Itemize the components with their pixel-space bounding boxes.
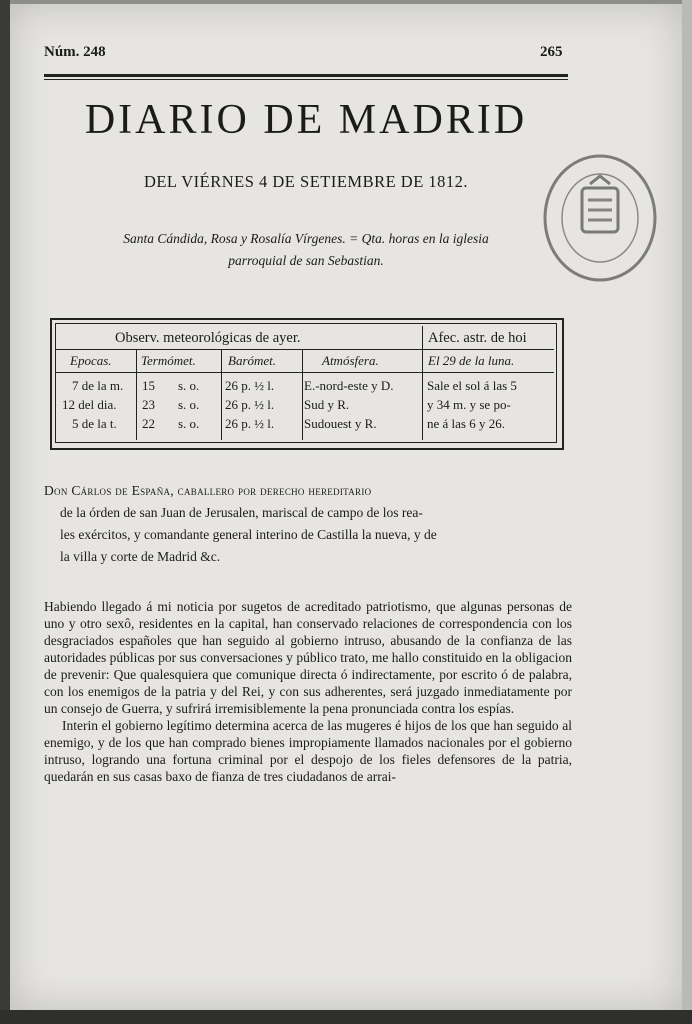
- proclamation-line-3: les exércitos, y comandante general interino de Castilla la nueva, y de: [60, 527, 437, 542]
- col-divider-2: [221, 349, 222, 440]
- proclamation-line-2: de la órden de san Juan de Jerusalen, mariscal de campo de los rea-: [60, 505, 423, 520]
- issue-date: DEL VIÉRNES 4 DE SETIEMBRE DE 1812.: [143, 172, 469, 191]
- row3-term-value: 22: [142, 416, 155, 431]
- col-divider-4: [422, 326, 423, 440]
- page-number: 265: [540, 44, 563, 60]
- scan-right-edge: [682, 0, 692, 1024]
- row2-atmosfera: Sud y R.: [304, 397, 350, 412]
- row1-term-value: 15: [142, 378, 155, 393]
- row1-term-unit: s. o.: [178, 378, 200, 393]
- proclamation-line-4: la villa y corte de Madrid &c.: [60, 549, 221, 564]
- saints-of-day: [40, 228, 572, 272]
- col-epocas: Epocas.: [70, 353, 112, 368]
- row1-astro: Sale el sol á las 5: [427, 378, 517, 393]
- row3-atmosfera: Sudouest y R.: [304, 416, 377, 431]
- col-atmosfera: Atmósfera.: [322, 353, 379, 368]
- row1-atmosfera: E.-nord-este y D.: [304, 378, 394, 393]
- row2-epoca: 12 del dia.: [62, 397, 117, 412]
- col-barometro: Barómet.: [228, 353, 277, 368]
- masthead-title: DIARIO DE MADRID: [84, 97, 528, 143]
- article-paragraph-2: Interin el gobierno legítimo determina acerca de las mugeres é hijos de los que han seguido al enemigo, y de los que han comprado bienes impropiamente llamados nacionales por el gobierno intruso, logrando una fortuna criminal por el despojo de los fieles defensores de la patria, quedarán en sus casas baxo de fianza de tres ciudadanos de arrai-: [44, 718, 572, 784]
- table-divider-top: [56, 349, 554, 350]
- scan-left-edge: [0, 0, 10, 1024]
- saints-line-1: Santa Cándida, Rosa y Rosalía Vírgenes. = Qta. horas en la iglesia: [123, 231, 489, 246]
- row2-astro: y 34 m. y se po-: [427, 397, 511, 412]
- row3-epoca: 5 de la t.: [72, 416, 117, 431]
- header-rule: [44, 74, 568, 77]
- row3-astro: ne á las 6 y 26.: [427, 416, 505, 431]
- col-divider-1: [136, 349, 137, 440]
- proclamation-heading: [44, 480, 572, 568]
- proclamation-line-1: Don Cárlos de España, caballero por derecho hereditario: [44, 483, 372, 498]
- weather-title: Observ. meteorológicas de ayer.: [115, 330, 301, 346]
- col-termometro: Termómet.: [141, 353, 196, 368]
- row2-barometro: 26 p. ½ l.: [225, 397, 275, 412]
- article-body: [44, 598, 572, 785]
- article-paragraph-1: Habiendo llegado á mi noticia por sugetos de acreditado patriotismo, que algunas personas de uno y otro sexô, residentes en la capital, han conservado relaciones de correspondencia con los desgraciados españoles que han seguido al gobierno intruso, abusando de la confianza de las autoridades públicas por sus conversaciones y público trato, me hallo constituido en la obligacion de prevenir: Que qualesquiera que comunique directa ó indirectamente, por escrito ó de palabra, con los enemigos de la patria y del Rei, y con sus adherentes, será juzgado inmediatamente por un consejo de Guerra, y sufrirá irremisiblemente la pena pronunciada contra los espías.: [44, 599, 572, 716]
- astro-title: Afec. astr. de hoi: [428, 330, 527, 346]
- row1-epoca: 7 de la m.: [72, 378, 124, 393]
- scan-bottom-edge: [0, 1010, 692, 1024]
- header-rule-thin: [44, 79, 568, 80]
- row3-barometro: 26 p. ½ l.: [225, 416, 275, 431]
- row3-term-unit: s. o.: [178, 416, 200, 431]
- table-divider-header: [56, 372, 554, 373]
- row2-term-unit: s. o.: [178, 397, 200, 412]
- library-stamp-icon: [538, 140, 662, 290]
- row2-term-value: 23: [142, 397, 155, 412]
- col-luna: El 29 de la luna.: [428, 353, 515, 368]
- saints-line-2: parroquial de san Sebastian.: [228, 253, 384, 268]
- col-divider-3: [302, 349, 303, 440]
- issue-number: Núm. 248: [44, 44, 106, 60]
- row1-barometro: 26 p. ½ l.: [225, 378, 275, 393]
